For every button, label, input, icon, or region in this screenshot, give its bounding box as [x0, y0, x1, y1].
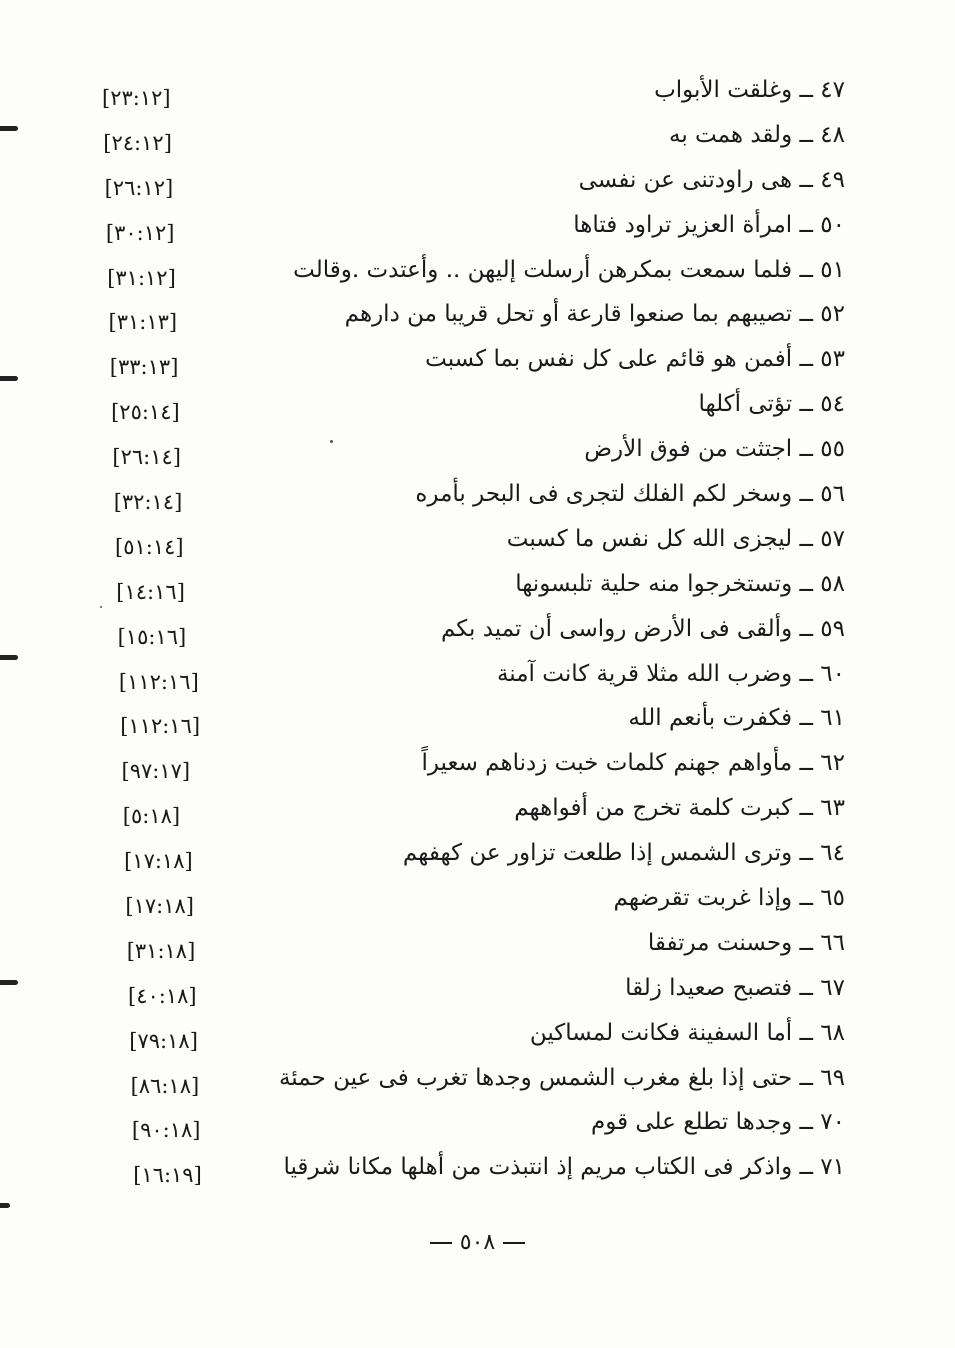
- verse-text: ٧١ ــ واذكر فى الكتاب مريم إذ انتبذت من أهلها مكانا شرقيا: [283, 1154, 845, 1181]
- verse-text: ٦٠ ــ وضرب الله مثلا قرية كانت آمنة: [496, 660, 845, 687]
- list-item: [0, 878, 955, 923]
- list-item: [0, 833, 955, 878]
- verse-text: ٧٠ ــ وجدها تطلع على قوم: [590, 1109, 845, 1136]
- verse-text: ٦٤ ــ وترى الشمس إذا طلعت تزاور عن كهفهم: [402, 840, 845, 867]
- verse-reference: [٢٦:١٤]: [112, 445, 181, 470]
- page-number-text: ٥٠٨: [459, 1230, 496, 1255]
- verse-reference: [٣٢:١٤]: [113, 490, 183, 515]
- verse-reference: [٣١:١٣]: [108, 310, 178, 335]
- verse-reference: [٢٣:١٢]: [102, 86, 171, 110]
- verse-reference: [١٤:١٦]: [116, 579, 185, 604]
- list-item: [0, 743, 955, 788]
- verse-text: ٦٦ ــ وحسنت مرتفقا: [647, 929, 845, 956]
- verse-text: ٥١ ــ فلما سمعت بمكرهن أرسلت إليهن .. وأعتدت .وقالت: [293, 256, 845, 283]
- verse-text: ٦٢ ــ مأواهم جهنم كلمات خبت زدناهم سعيراً: [421, 750, 845, 777]
- verse-reference: [١١٢:١٦]: [118, 669, 199, 694]
- list-item: [0, 1013, 955, 1058]
- verse-reference: [١٧:١٨]: [124, 849, 193, 874]
- verse-text: ٥٧ ــ ليجزى الله كل نفس ما كسبت: [506, 525, 845, 552]
- list-item: [0, 1058, 955, 1103]
- list-item: [0, 205, 955, 250]
- verse-text: ٥٩ ــ وألقى فى الأرض رواسى أن تميد بكم: [440, 615, 845, 642]
- list-item: [0, 250, 955, 295]
- list-item: [0, 429, 955, 474]
- page-edge-mark: [0, 1203, 10, 1208]
- verse-text: ٤٧ ــ وغلقت الأبواب: [654, 77, 845, 103]
- list-item: [0, 339, 955, 384]
- list-item: [0, 1102, 955, 1147]
- verse-reference: [٩٠:١٨]: [131, 1118, 201, 1143]
- verse-text: ٥٣ ــ أفمن هو قائم على كل نفس بما كسبت: [425, 346, 845, 373]
- verse-reference: [١٥:١٦]: [117, 624, 187, 649]
- verse-reference: [١٦:١٩]: [133, 1163, 202, 1188]
- verse-reference: [٤٠:١٨]: [128, 983, 197, 1008]
- verse-text: ٥٨ ــ وتستخرجوا منه حلية تلبسونها: [515, 570, 845, 597]
- verse-reference: [١١٢:١٦]: [120, 714, 201, 739]
- verse-text: ٥٦ ــ وسخر لكم الفلك لتجرى فى البحر بأمره: [415, 481, 845, 508]
- list-item: [0, 788, 955, 833]
- verse-reference: [٥١:١٤]: [115, 534, 184, 559]
- list-item: [0, 654, 955, 699]
- verse-text: ٤٨ ــ ولقد همت به: [668, 121, 845, 148]
- list-item: [0, 474, 955, 519]
- verse-text: ٤٩ ــ هى راودتنى عن نفسى: [578, 166, 845, 193]
- verse-reference: [٣٠:١٢]: [105, 220, 175, 245]
- verse-reference: [٣١:١٨]: [126, 938, 196, 963]
- verse-reference: [٩٧:١٧]: [121, 759, 191, 784]
- verse-text: ٦٣ ــ كبرت كلمة تخرج من أفواههم: [514, 795, 845, 822]
- list-item: [0, 1147, 955, 1192]
- list-item: [0, 70, 955, 115]
- page-number: [0, 1228, 955, 1258]
- verse-reference-list: [0, 70, 955, 1192]
- list-item: [0, 519, 955, 564]
- dash-decoration: [503, 1242, 525, 1244]
- verse-text: ٥٤ ــ تؤتى أكلها: [698, 391, 845, 418]
- list-item: [0, 698, 955, 743]
- verse-reference: [٢٦:١٢]: [104, 175, 174, 200]
- list-item: [0, 564, 955, 609]
- list-item: [0, 115, 955, 160]
- verse-text: ٥٠ ــ امرأة العزيز تراود فتاها: [573, 211, 845, 238]
- verse-text: ٦٥ ــ وإذا غربت تقرضهم: [613, 885, 845, 912]
- verse-reference: [٣١:١٢]: [107, 265, 176, 290]
- verse-reference: [٣٣:١٣]: [109, 355, 179, 380]
- verse-reference: [١٧:١٨]: [125, 894, 194, 919]
- dash-decoration: [430, 1242, 452, 1244]
- verse-text: ٦٨ ــ أما السفينة فكانت لمساكين: [529, 1019, 845, 1046]
- verse-reference: [٢٥:١٤]: [111, 400, 180, 425]
- list-item: [0, 384, 955, 429]
- list-item: [0, 923, 955, 968]
- list-item: [0, 968, 955, 1013]
- verse-reference: [٧٩:١٨]: [129, 1028, 198, 1053]
- verse-reference: [٨٦:١٨]: [130, 1073, 200, 1098]
- verse-reference: [٢٤:١٢]: [103, 130, 172, 155]
- verse-text: ٥٥ ــ اجتثت من فوق الأرض: [584, 436, 845, 463]
- verse-reference: [٥:١٨]: [122, 804, 181, 829]
- list-item: [0, 609, 955, 654]
- list-item: [0, 160, 955, 205]
- list-item: [0, 294, 955, 339]
- verse-text: ٦١ ــ فكفرت بأنعم الله: [628, 705, 845, 732]
- verse-text: ٥٢ ــ تصيبهم بما صنعوا قارعة أو تحل قريبا من دارهم: [344, 301, 845, 328]
- verse-text: ٦٩ ــ حتى إذا بلغ مغرب الشمس وجدها تغرب فى عين حمئة: [278, 1064, 845, 1091]
- verse-text: ٦٧ ــ فتصبح صعيدا زلقا: [625, 974, 845, 1001]
